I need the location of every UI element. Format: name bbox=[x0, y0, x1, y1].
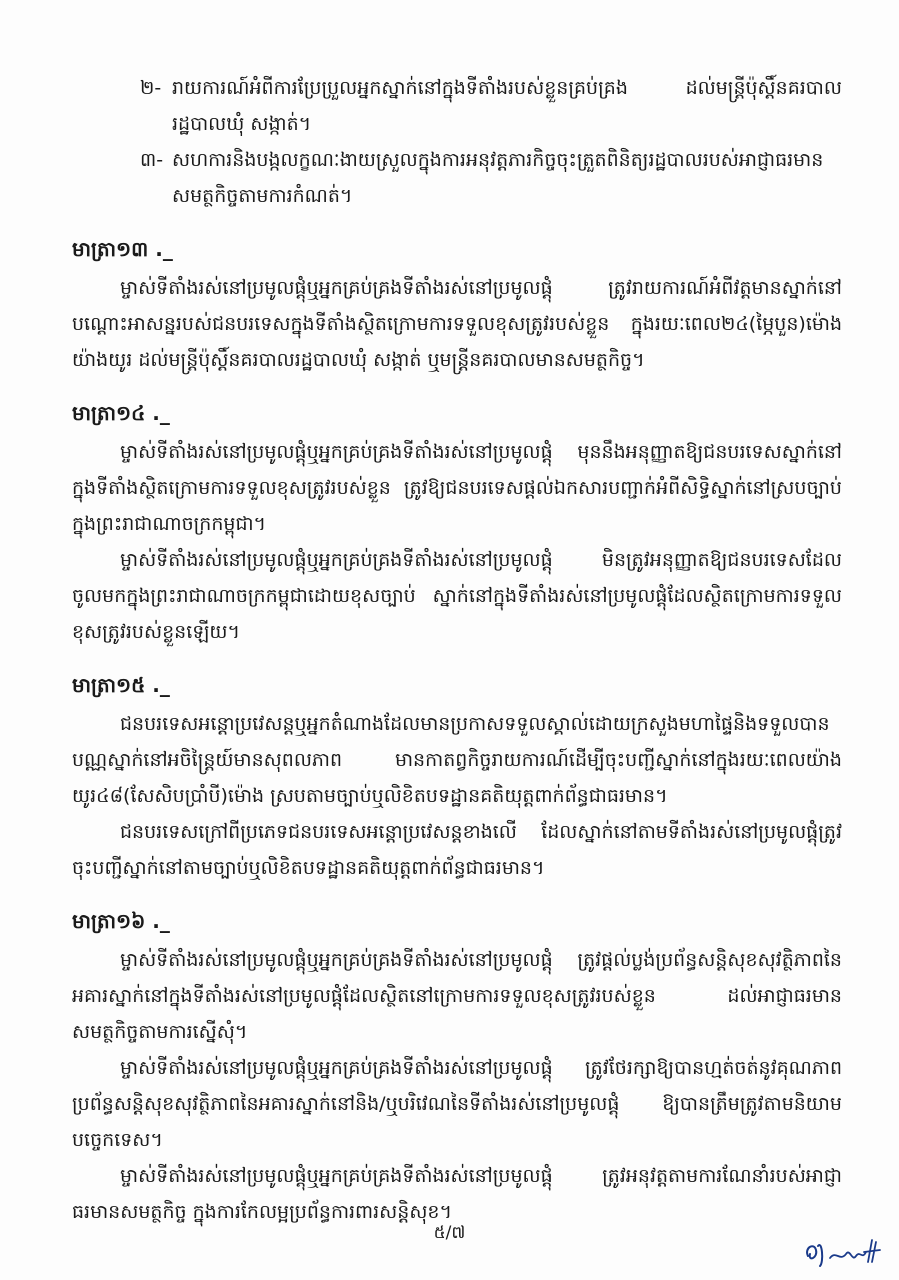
initials-signature-icon bbox=[800, 1232, 885, 1272]
article-paragraph: ម្ចាស់ទីតាំងរស់នៅប្រមូលផ្តុំឬអ្នកគ្រប់គ្រងទីតាំងរស់នៅប្រមូលផ្តុំ ត្រូវរាយការណ៍អំពីវត្តមានស្នាក់នៅបណ្ដោះអាសន្នរបស់ជនបរទេសក្នុងទីតាំងស្ថិតក្រោមការទទួលខុសត្រូវរបស់ខ្លួន ក្នុងរយៈពេល២៤(ម្ភៃបួន)ម៉ោងយ៉ាងយូរ ដល់មន្ត្រីប៉ុស្តិ៍នគរបាលរដ្ឋបាលឃុំ សង្កាត់ ឬមន្ត្រីនគរបាលមានសមត្ថកិច្ច។ bbox=[72, 277, 842, 371]
document-body bbox=[72, 70, 842, 1230]
page-number: ៥/៧ bbox=[433, 1223, 466, 1243]
article-heading: មាត្រា១៦ ._ bbox=[72, 909, 170, 933]
list-text: រាយការណ៍អំពីការប្រែប្រួលអ្នកស្នាក់នៅក្នុងទីតាំងរបស់ខ្លួនគ្រប់គ្រង ដល់មន្ត្រីប៉ុស្តិ៍នគរបាលរដ្ឋបាលឃុំ សង្កាត់។ bbox=[172, 77, 842, 135]
article-paragraph: ម្ចាស់ទីតាំងរស់នៅប្រមូលផ្តុំឬអ្នកគ្រប់គ្រងទីតាំងរស់នៅប្រមូលផ្តុំ ត្រូវថែរក្សាឱ្យបានហ្មត់ចត់នូវគុណភាពប្រព័ន្ធសន្តិសុខសុវត្ថិភាពនៃអគារស្នាក់នៅនិង/ឬបរិវេណនៃទីតាំងរស់នៅប្រមូលផ្តុំ ឱ្យបានត្រឹមត្រូវតាមនិយាមបច្ចេកទេស។ bbox=[72, 1057, 842, 1151]
article-paragraph: ម្ចាស់ទីតាំងរស់នៅប្រមូលផ្តុំឬអ្នកគ្រប់គ្រងទីតាំងរស់នៅប្រមូលផ្តុំ ត្រូវផ្តល់ប្លង់ប្រព័ន្ធសន្តិសុខសុវត្ថិភាពនៃអគារស្នាក់នៅក្នុងទីតាំងរស់នៅប្រមូលផ្តុំដែលស្ថិតនៅក្រោមការទទួលខុសត្រូវរបស់ខ្លួន ដល់អាជ្ញាធរមានសមត្ថកិច្ចតាមការស្នើសុំ។ bbox=[72, 949, 842, 1043]
list-number: ២- bbox=[140, 77, 162, 99]
article-paragraph: ម្ចាស់ទីតាំងរស់នៅប្រមូលផ្តុំឬអ្នកគ្រប់គ្រងទីតាំងរស់នៅប្រមូលផ្តុំ មិនត្រូវអនុញ្ញាតឱ្យជនបរទេសដែលចូលមកក្នុងព្រះរាជាណាចក្រកម្ពុជាដោយខុសច្បាប់ ស្នាក់នៅក្នុងទីតាំងរស់នៅប្រមូលផ្តុំដែលស្ថិតក្រោមការទទួលខុសត្រូវរបស់ខ្លួនឡើយ។ bbox=[72, 549, 842, 643]
article-paragraph: ជនបរទេសក្រៅពីប្រភេទជនបរទេសអន្តោប្រវេសន្តខាងលើ ដែលស្នាក់នៅតាមទីតាំងរស់នៅប្រមូលផ្តុំត្រូវចុះបញ្ជីស្នាក់នៅតាមច្បាប់ឬលិខិតបទដ្ឋានគតិយុត្តពាក់ព័ន្ធជាធរមាន។ bbox=[72, 821, 842, 879]
article-heading: មាត្រា១៤ ._ bbox=[72, 401, 170, 425]
article-paragraph: ម្ចាស់ទីតាំងរស់នៅប្រមូលផ្តុំឬអ្នកគ្រប់គ្រងទីតាំងរស់នៅប្រមូលផ្តុំ មុននឹងអនុញ្ញាតឱ្យជនបរទេសស្នាក់នៅក្នុងទីតាំងស្ថិតក្រោមការទទួលខុសត្រូវរបស់ខ្លួន ត្រូវឱ្យជនបរទេសផ្តល់ឯកសារបញ្ជាក់អំពីសិទ្ធិស្នាក់នៅស្របច្បាប់ក្នុងព្រះរាជាណាចក្រកម្ពុជា។ bbox=[72, 441, 842, 535]
article-paragraph: ជនបរទេសអន្តោប្រវេសន្តឬអ្នកតំណាងដែលមានប្រកាសទទួលស្គាល់ដោយក្រសួងមហាផ្ទៃនិងទទួលបានបណ្ណស្នាក់នៅអចិន្ត្រៃយ៍មានសុពលភាព មានកាតព្វកិច្ចរាយការណ៍ដើម្បីចុះបញ្ជីស្នាក់នៅក្នុងរយៈពេលយ៉ាងយូរ៤៨(សែសិបប្រាំបី)ម៉ោង ស្របតាមច្បាប់ឬលិខិតបទដ្ឋានគតិយុត្តពាក់ព័ន្ធជាធរមាន។ bbox=[72, 713, 842, 807]
list-number: ៣- bbox=[140, 149, 164, 171]
list-item bbox=[72, 142, 842, 214]
list-item bbox=[72, 70, 842, 142]
list-text: សហការនិងបង្កលក្ខណៈងាយស្រួលក្នុងការអនុវត្តភារកិច្ចចុះត្រួតពិនិត្យរដ្ឋបាលរបស់អាជ្ញាធរមានសមត្ថកិច្ចតាមការកំណត់។ bbox=[172, 149, 824, 207]
article-heading: មាត្រា១៣ ._ bbox=[72, 237, 173, 261]
article-paragraph: ម្ចាស់ទីតាំងរស់នៅប្រមូលផ្តុំឬអ្នកគ្រប់គ្រងទីតាំងរស់នៅប្រមូលផ្តុំ ត្រូវអនុវត្តតាមការណែនាំរបស់អាជ្ញាធរមានសមត្ថកិច្ច ក្នុងការកែលម្អប្រព័ន្ធការពារសន្តិសុខ។ bbox=[72, 1165, 842, 1223]
article-heading: មាត្រា១៥ ._ bbox=[72, 673, 170, 697]
